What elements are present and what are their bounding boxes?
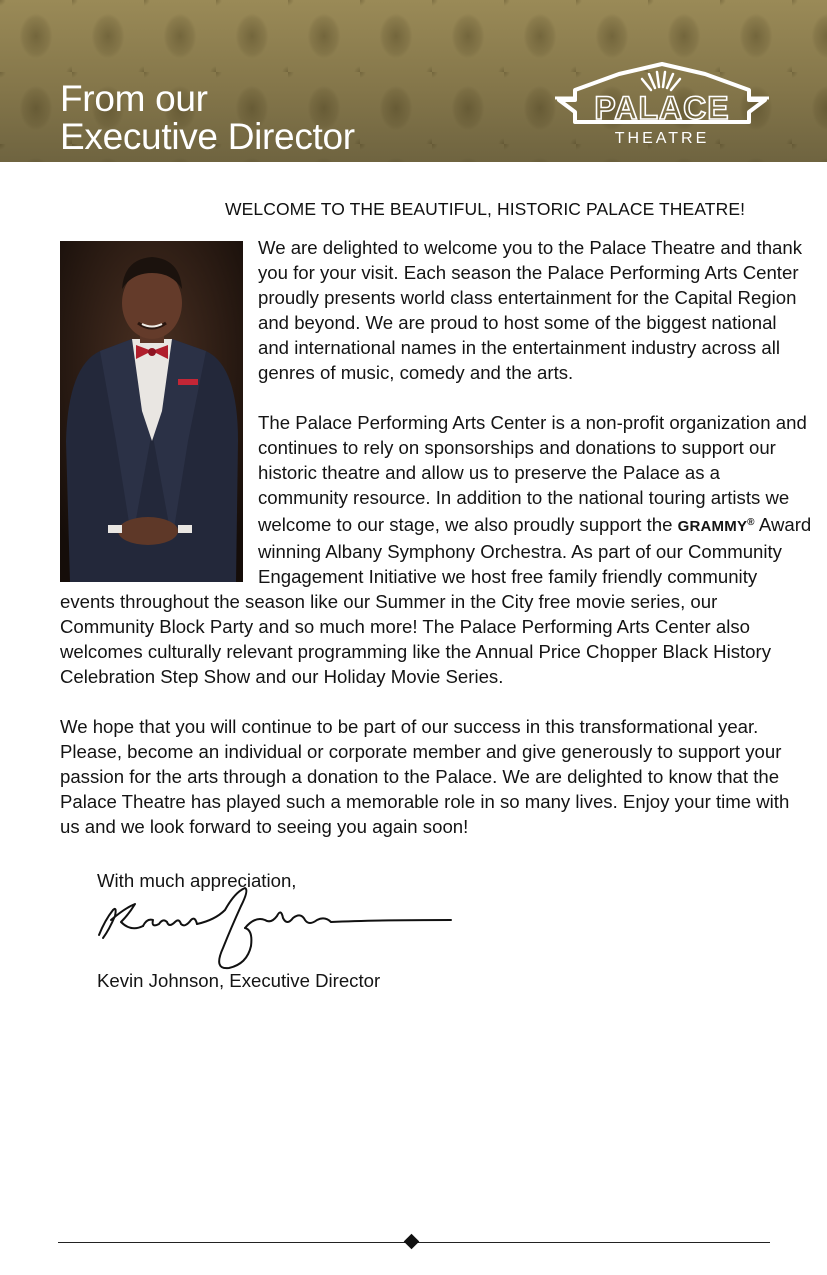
signer-name-title: Kevin Johnson, Executive Director bbox=[97, 970, 381, 991]
paragraph-2-part1: The Palace Performing Arts Center is a non-profit organization and continues to rely on sponsorships and donations to support our historic theatre and allow us to preserve the Palace as a community resource. In addition to the national touring artists we welcome to our stage, we also proudly support the bbox=[258, 412, 807, 535]
welcome-heading: WELCOME TO THE BEAUTIFUL, HISTORIC PALACE THEATRE! bbox=[225, 199, 746, 219]
header-banner bbox=[0, 0, 827, 162]
handwritten-signature bbox=[95, 880, 455, 975]
palace-theatre-logo bbox=[553, 60, 771, 152]
grammy-mark bbox=[678, 518, 755, 535]
letter-body bbox=[60, 235, 812, 839]
registered-mark: ® bbox=[747, 517, 755, 528]
paragraph-1: We are delighted to welcome you to the Palace Theatre and thank you for your visit. Each season the Palace Performing Arts Center proudly presents world class entertainment for the Capital Region and beyond. We are proud to host some of the biggest national and international names in the entertainment industry across all genres of music, comedy and the arts. bbox=[258, 237, 803, 383]
svg-text:THEATRE: THEATRE bbox=[614, 130, 710, 147]
paragraph-2-part2: Award winning Albany Symphony Orchestra. As part of our Community Engagement Initiative we host free family friendly community events throughout the season like our Summer in the City free movie series, our Community Block Party and so much more! The Palace Performing Arts Center also welcomes culturally relevant programming like the Annual Price Chopper Black History Celebration Step Show and our Holiday Movie Series. bbox=[60, 514, 812, 687]
paragraph-3: We hope that you will continue to be part of our success in this transformational year. Please, become an individual or corporate member and give generously to support your passion for the arts through a donation to the Palace. We are delighted to know that the Palace Theatre has played such a memorable role in so many lives. Enjoy your time with us and we look forward to seeing you again soon! bbox=[60, 716, 790, 837]
page-title bbox=[60, 80, 355, 156]
divider-diamond-icon bbox=[404, 1234, 420, 1250]
page-title-line2: Executive Director bbox=[60, 116, 355, 157]
photo-wrap-spacer bbox=[60, 235, 258, 577]
svg-text:PALACE: PALACE bbox=[594, 90, 730, 126]
closing-line: With much appreciation, bbox=[97, 870, 297, 891]
page-title-line1: From our bbox=[60, 78, 208, 119]
grammy-text: GRAMMY bbox=[677, 518, 748, 535]
